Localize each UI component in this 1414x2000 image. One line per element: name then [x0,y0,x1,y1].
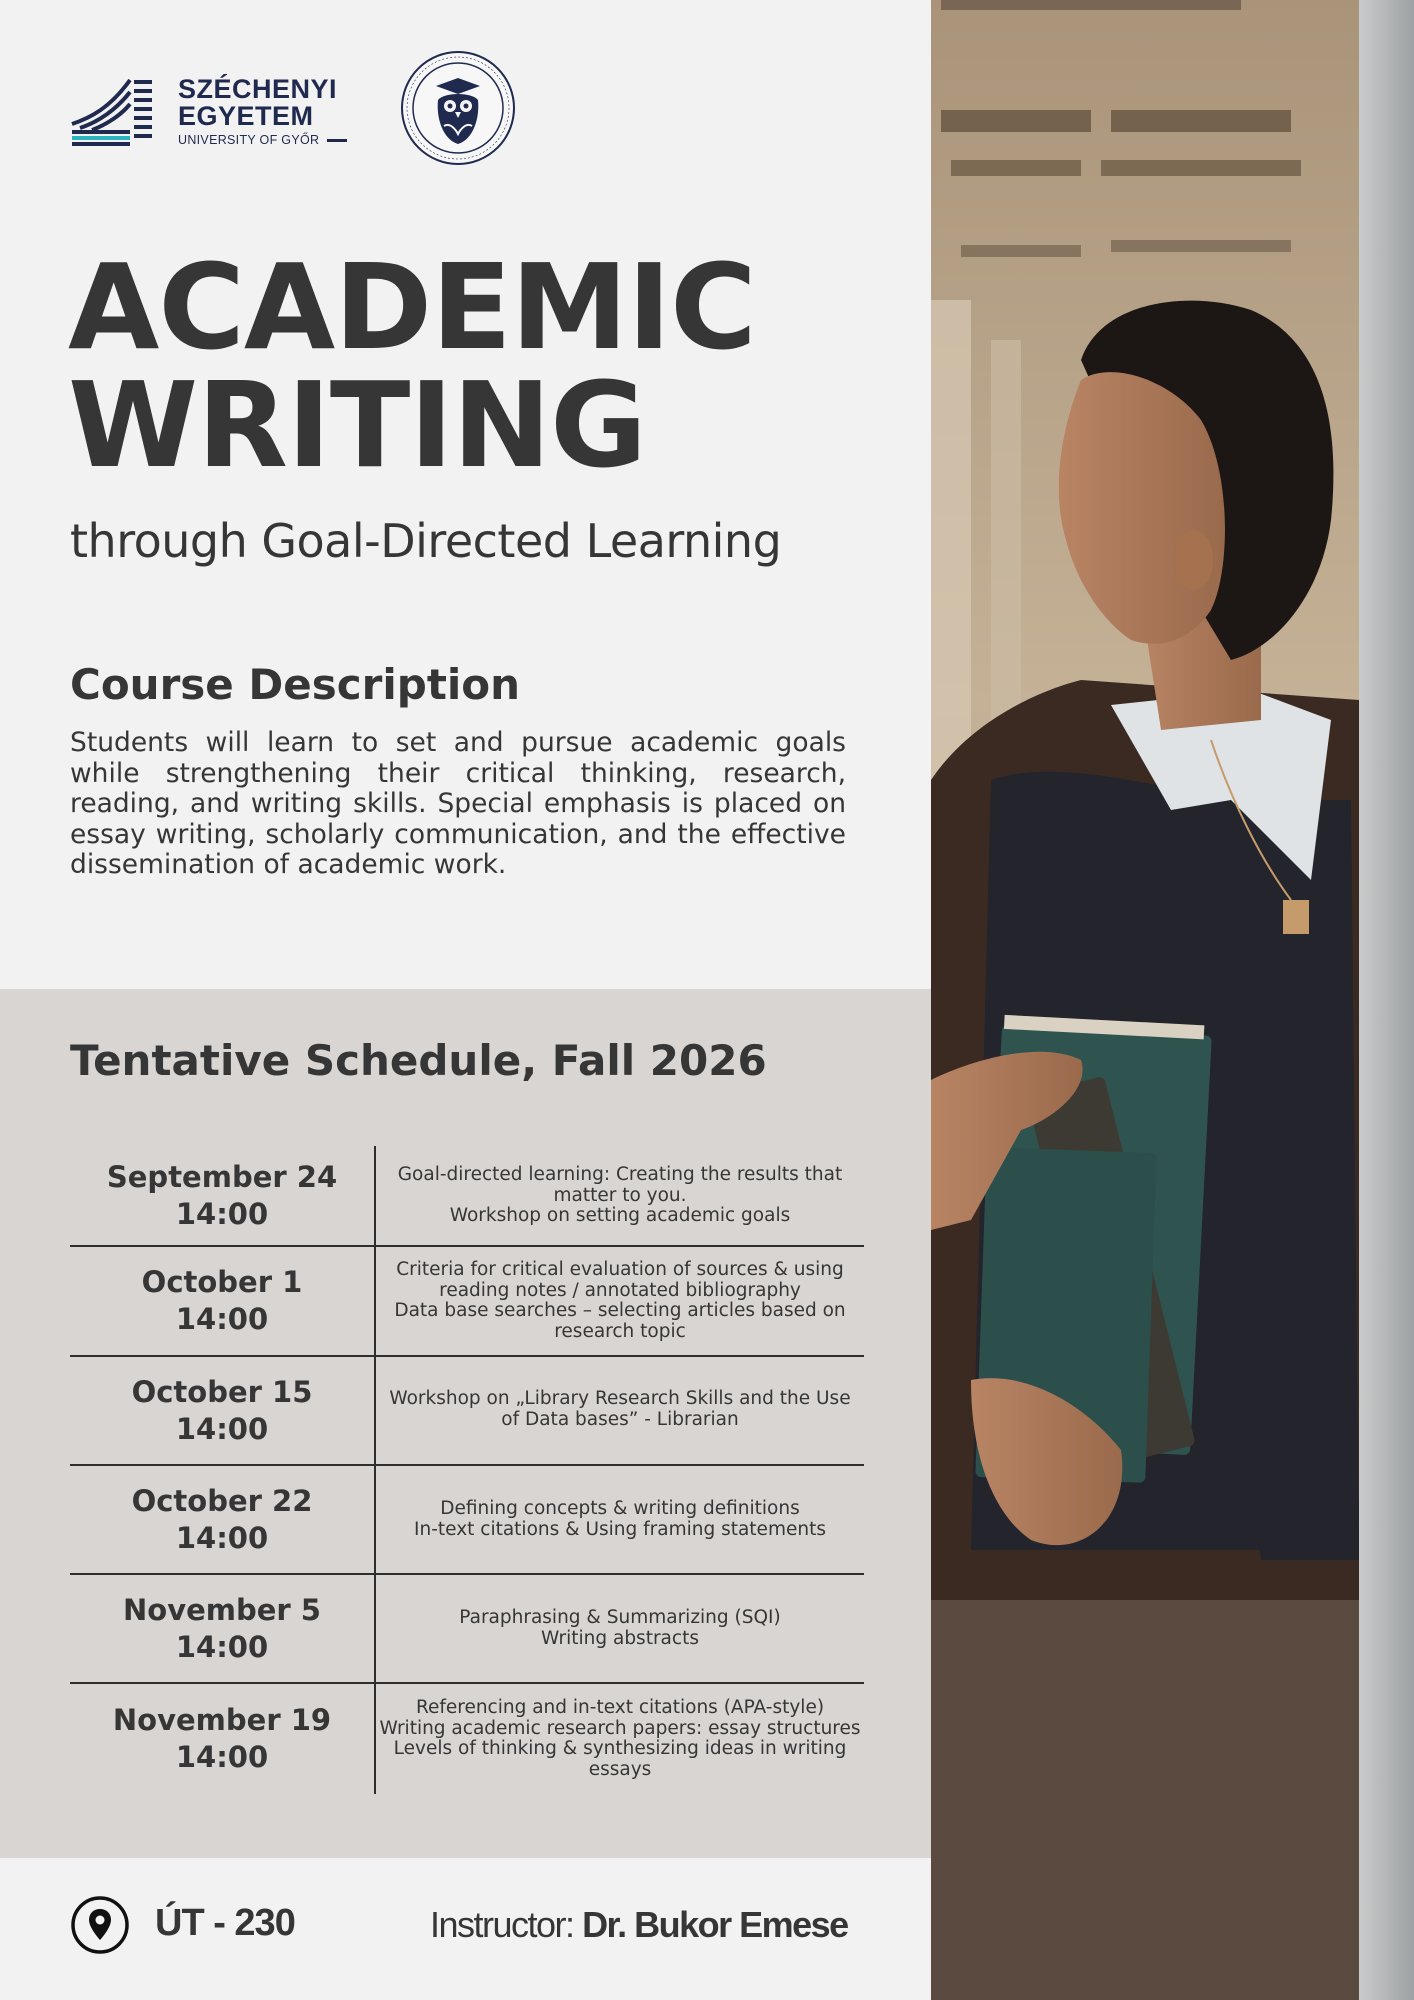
session-time: 14:00 [175,1197,269,1231]
session-topic: reading notes / annotated bibliography [439,1279,801,1301]
session-date-cell [70,1575,374,1682]
session-date: September 24 [106,1160,338,1194]
course-description-text: Students will learn to set and pursue academic goals while strengthening their critical thinking, research, reading, and writing skills. Special emphasis is placed on essay writing, scholarly communication, and the effective dissemination of academic work. [70,727,846,880]
session-time: 14:00 [175,1520,269,1555]
poster-subtitle: through Goal-Directed Learning [70,514,782,568]
table-row [70,1357,864,1464]
session-date: October 22 [131,1483,313,1518]
schedule-heading: Tentative Schedule, Fall 2026 [70,1036,767,1085]
session-topic: Writing abstracts [541,1627,699,1649]
title-line-2: WRITING [68,356,646,494]
table-row [70,1684,864,1794]
session-topics-cell [376,1247,864,1355]
session-topic: Workshop on „Library Research Skills and the Use [389,1388,851,1409]
session-topic: Writing academic research papers: essay structures [379,1717,861,1739]
session-time: 14:00 [175,1629,269,1664]
logo-line-1: SZÉCHENYI [178,74,338,104]
room-number: ÚT - 230 [155,1902,295,1944]
instructor-name: Dr. Bukor Emese [582,1904,848,1945]
session-topic: Defining concepts & writing definitions [440,1498,800,1519]
session-date-cell [70,1684,374,1794]
session-topics-cell [376,1357,864,1464]
session-topic: Criteria for critical evaluation of sources & using [396,1259,844,1280]
university-logo [70,76,360,152]
session-date: October 15 [131,1374,313,1409]
session-date: November 19 [112,1703,332,1737]
university-logo-text [178,76,347,147]
owl-seal-icon [400,50,516,166]
poster-title [68,238,756,494]
session-topics-cell [376,1146,864,1246]
session-topic: matter to you. [553,1184,687,1206]
session-topics-cell [376,1466,864,1573]
instructor-label: Instructor: [430,1904,583,1945]
session-date-cell [70,1146,374,1246]
session-date-cell [70,1357,374,1464]
session-date: November 5 [123,1592,321,1627]
table-row [70,1146,864,1246]
session-date-cell [70,1247,374,1355]
logo-line-2: EGYETEM [178,101,314,131]
session-time: 14:00 [175,1302,269,1336]
title-line-1: ACADEMIC [68,238,756,376]
table-row [70,1466,864,1573]
student-photo [931,0,1414,2000]
session-topic: essays [588,1758,652,1780]
session-topic: Referencing and in-text citations (APA-style) [415,1697,825,1718]
session-topic: Data base searches – selecting articles based on [394,1300,846,1321]
session-topics-cell [376,1575,864,1682]
course-description-heading: Course Description [70,660,521,709]
instructor [430,1904,848,1946]
table-row [70,1247,864,1355]
session-topic: Levels of thinking & synthesizing ideas in writing [393,1738,847,1759]
session-topic: research topic [554,1320,686,1342]
session-topic: In-text citations & Using framing statements [414,1518,826,1540]
logo-subtitle: UNIVERSITY OF GYŐR [178,133,320,147]
session-topic: of Data bases” - Librarian [501,1408,739,1430]
table-row [70,1575,864,1682]
session-date-cell [70,1466,374,1573]
location-pin-icon [70,1895,130,1955]
session-topic: Goal-directed learning: Creating the results that [397,1164,843,1186]
logo-line-3 [178,133,347,147]
session-topic: Paraphrasing & Summarizing (SQI) [459,1607,781,1628]
session-time: 14:00 [175,1740,269,1774]
university-logo-icon [70,78,160,148]
session-time: 14:00 [175,1411,269,1446]
session-topics-cell [376,1684,864,1794]
logo-dash [327,139,347,142]
session-topic: Workshop on setting academic goals [449,1205,791,1227]
session-date: October 1 [141,1265,303,1299]
